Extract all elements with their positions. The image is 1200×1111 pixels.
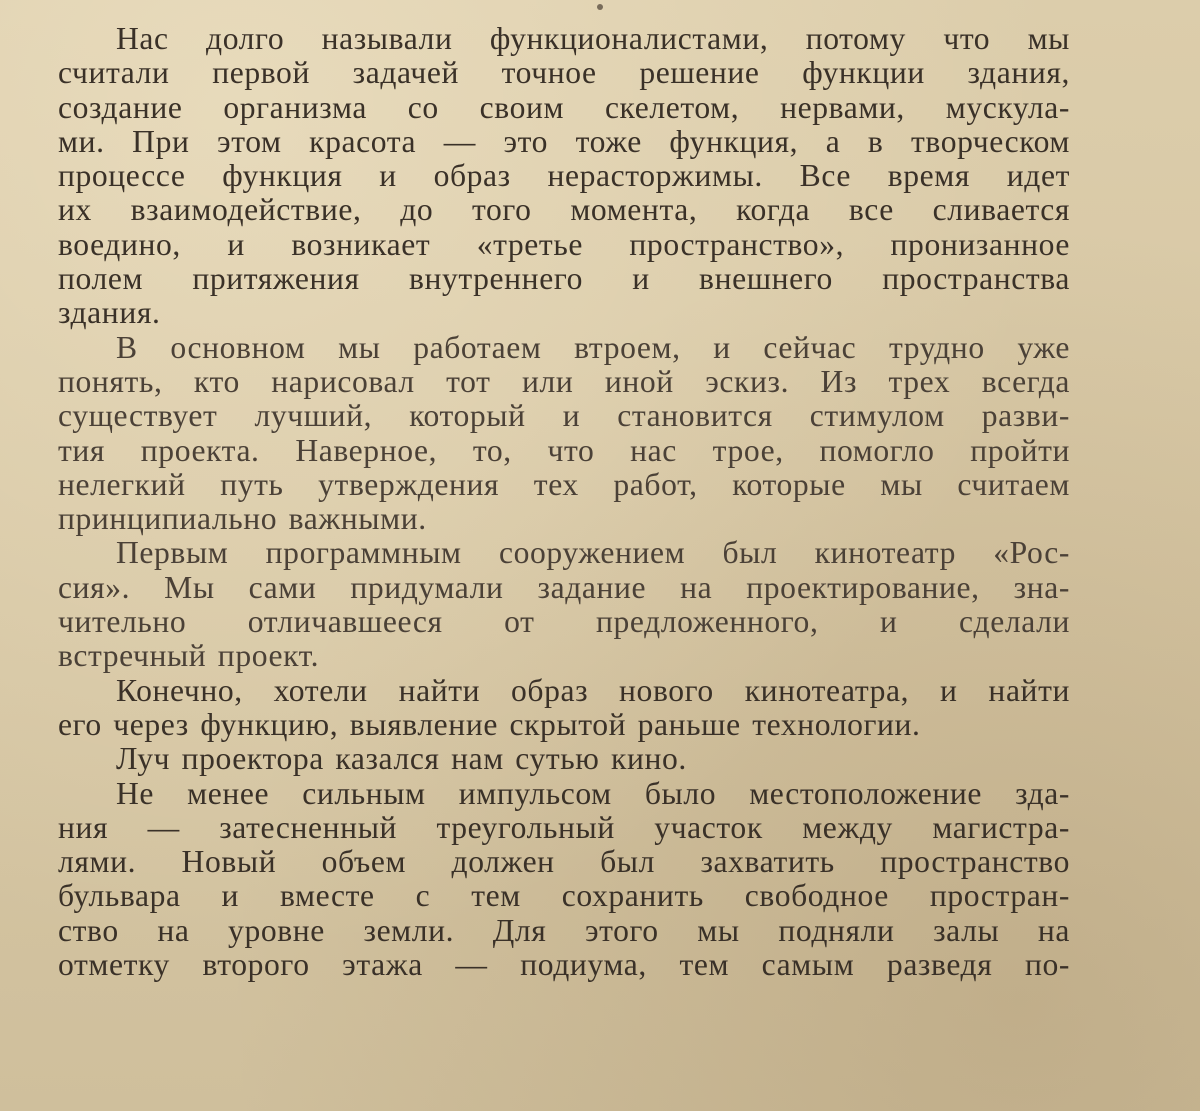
paragraph-1 [58,22,1070,331]
text-line: отметку второго этажа — подиума, тем самым разведя по- [58,948,1070,983]
text-line: понять, кто нарисовал тот или иной эскиз. Из трех всегда [58,364,1070,399]
text-line: сия». Мы сами придумали задание на проектирование, зна- [58,570,1070,605]
text-line: ми. При этом красота — это тоже функция, а в творческом [58,124,1070,159]
text-line: воедино, и возникает «третье пространство», пронизанное [58,227,1070,262]
text-line: тия проекта. Наверное, то, что нас трое, помогло пройти [58,433,1070,468]
paragraph-2 [58,331,1070,537]
body-text [58,22,1070,982]
text-line: чительно отличавшееся от предложенного, и сделали [58,605,1070,640]
text-line: нелегкий путь утверждения тех работ, которые мы считаем [58,467,1070,502]
text-line: встречный проект. [58,639,320,674]
text-line: Луч проектора казался нам сутью кино. [116,742,687,777]
page-top-mark [597,4,603,10]
text-line: создание организма со своим скелетом, нервами, мускула- [58,90,1070,125]
paragraph-3 [58,536,1070,673]
text-line: В основном мы работаем втроем, и сейчас трудно уже [116,330,1070,365]
text-line: считали первой задачей точное решение функции здания, [58,56,1070,91]
paragraph-5 [58,742,1070,776]
text-line: лями. Новый объем должен был захватить пространство [58,845,1070,880]
paragraph-6 [58,777,1070,983]
text-line: полем притяжения внутреннего и внешнего пространства [58,262,1070,297]
text-line: Первым программным сооружением был кинотеатр «Рос- [116,536,1070,571]
text-line: Нас долго называли функционалистами, потому что мы [116,22,1070,56]
text-line: процессе функция и образ нерасторжимы. Все время идет [58,159,1070,194]
text-line: ство на уровне земли. Для этого мы подняли залы на [58,913,1070,948]
text-line: Не менее сильным импульсом было местоположение зда- [116,776,1070,811]
text-line: его через функцию, выявление скрытой раньше технологии. [58,707,921,742]
text-line: Конечно, хотели найти образ нового кинотеатра, и найти [116,673,1070,708]
text-line: здания. [58,296,161,331]
text-line: их взаимодействие, до того момента, когда все сливается [58,193,1070,228]
text-line: ния — затесненный треугольный участок между магистра- [58,810,1070,845]
paragraph-4 [58,674,1070,743]
text-line: принципиально важными. [58,502,427,537]
text-line: существует лучший, который и становится стимулом разви- [58,399,1070,434]
text-line: бульвара и вместе с тем сохранить свободное простран- [58,879,1070,914]
